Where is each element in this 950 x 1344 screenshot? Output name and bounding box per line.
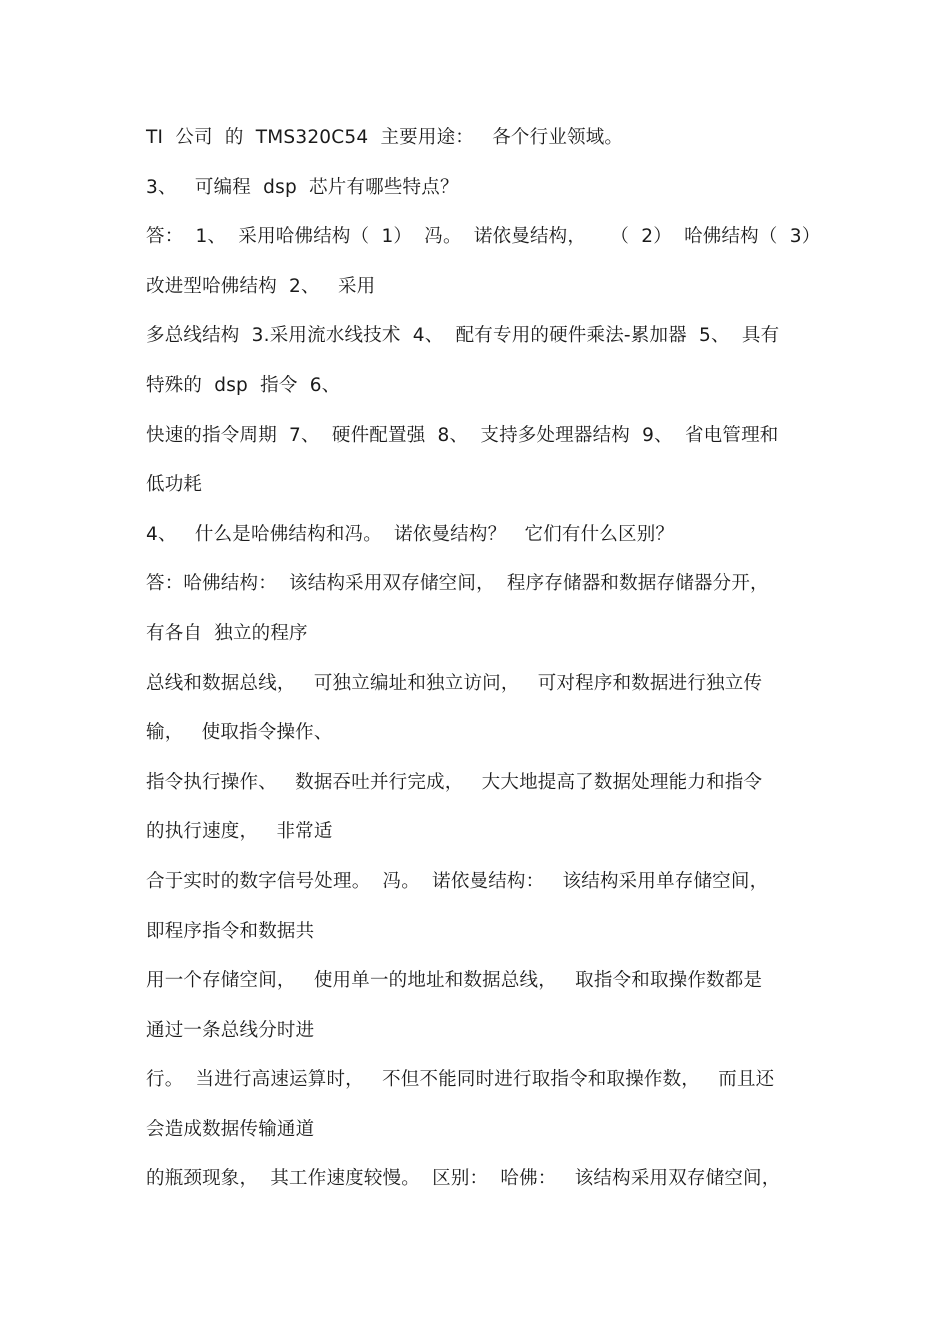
text-line: 输， 使取指令操作、 [146,722,333,744]
text-line: 合于实时的数字信号处理。 冯。 诺依曼结构： 该结构采用单存储空间， [146,870,769,892]
text-line: 多总线结构 3.采用流水线技术 4、 配有专用的硬件乘法-累加器 5、 具有 [146,325,780,347]
text-line: 3、 可编程 dsp 芯片有哪些特点？ [146,176,459,198]
text-line: 的瓶颈现象， 其工作速度较慢。 区别： 哈佛： 该结构采用双存储空间， [146,1168,781,1190]
text-line: 通过一条总线分时进 [146,1019,315,1041]
text-line: 指令执行操作、 数据吞吐并行完成， 大大地提高了数据处理能力和指令 [146,771,763,793]
text-line: 有各自 独立的程序 [146,622,308,644]
text-line: TI 公司 的 TMS320C54 主要用途： 各个行业领域。 [146,127,624,148]
text-line: 用一个存储空间， 使用单一的地址和数据总线， 取指令和取操作数都是 [146,970,763,992]
text-line: 即程序指令和数据共 [146,920,315,942]
text-line: 快速的指令周期 7、 硬件配置强 8、 支持多处理器结构 9、 省电管理和 [146,424,779,446]
text-line: 总线和数据总线， 可独立编址和独立访问， 可对程序和数据进行独立传 [146,672,763,694]
text-line: 低功耗 [146,474,203,496]
text-line: 改进型哈佛结构 2、 采用 [146,275,376,297]
text-line: 会造成数据传输通道 [146,1118,315,1140]
text-line: 答： 1、 采用哈佛结构（ 1） 冯。 诺依曼结构， （ 2） 哈佛结构（ 3） [146,226,821,248]
text-line: 的执行速度， 非常适 [146,821,333,843]
text-line: 行。 当进行高速运算时， 不但不能同时进行取指令和取操作数， 而且还 [146,1069,775,1091]
text-line: 4、 什么是哈佛结构和冯。 诺依曼结构？ 它们有什么区别？ [146,523,675,545]
document-body [146,120,821,1211]
text-line: 特殊的 dsp 指令 6、 [146,374,341,396]
text-line: 答：哈佛结构： 该结构采用双存储空间， 程序存储器和数据存储器分开， [146,573,769,595]
